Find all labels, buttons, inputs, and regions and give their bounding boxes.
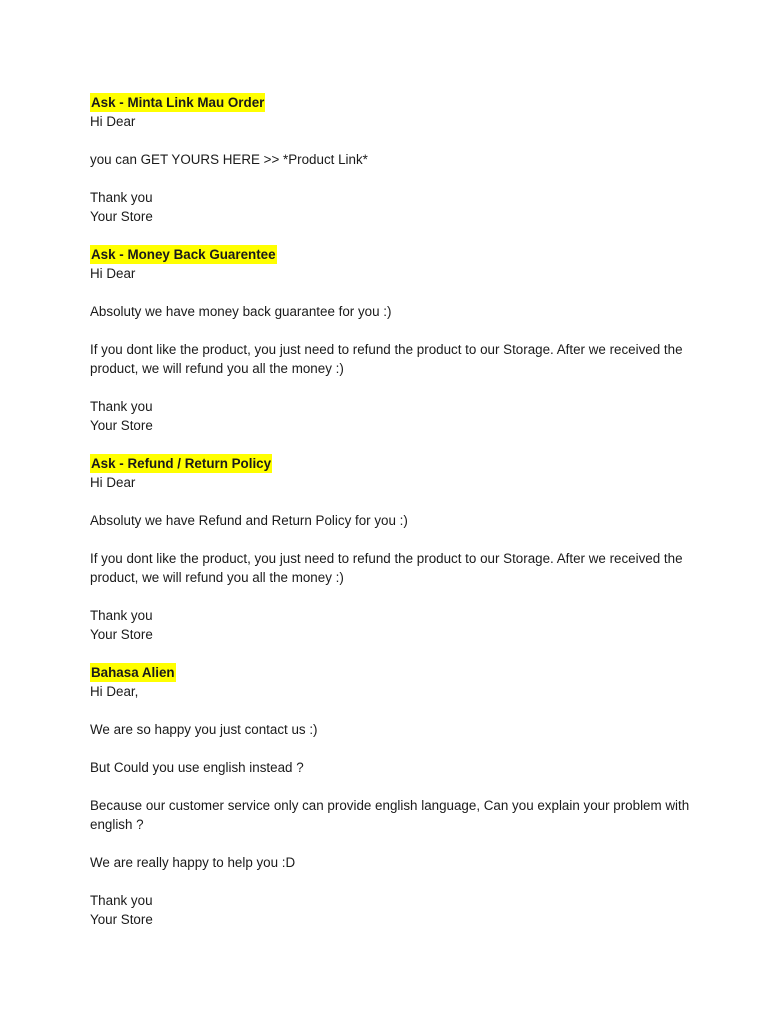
section-heading: Bahasa Alien [91,665,175,680]
signature: Your Store [90,627,153,642]
signature: Your Store [90,912,153,927]
signature: Your Store [90,209,153,224]
closing: Thank you [90,893,153,908]
signature: Your Store [90,418,153,433]
document-content [90,93,690,948]
body-paragraph: Absoluty we have money back guarantee for you :) [90,304,392,319]
body-paragraph: We are really happy to help you :D [90,855,296,870]
greeting: Hi Dear [90,114,136,129]
closing: Thank you [90,190,153,205]
body-paragraph: If you dont like the product, you just need to refund the product to our Storage. After we received the product, we will refund you all the money :) [90,342,683,376]
closing: Thank you [90,399,153,414]
section-heading: Ask - Money Back Guarentee [91,247,276,262]
template-section [90,245,690,435]
greeting: Hi Dear, [90,684,139,699]
body-paragraph: you can GET YOURS HERE >> *Product Link* [90,152,368,167]
template-section [90,663,690,929]
body-paragraph: We are so happy you just contact us :) [90,722,318,737]
template-section [90,454,690,644]
body-paragraph: But Could you use english instead ? [90,760,304,775]
template-section [90,93,690,226]
section-heading: Ask - Minta Link Mau Order [91,95,265,110]
greeting: Hi Dear [90,475,136,490]
body-paragraph: If you dont like the product, you just need to refund the product to our Storage. After we received the product, we will refund you all the money :) [90,551,683,585]
greeting: Hi Dear [90,266,136,281]
body-paragraph: Absoluty we have Refund and Return Policy for you :) [90,513,408,528]
section-heading: Ask - Refund / Return Policy [91,456,272,471]
body-paragraph: Because our customer service only can provide english language, Can you explain your problem with english ? [90,798,690,832]
closing: Thank you [90,608,153,623]
